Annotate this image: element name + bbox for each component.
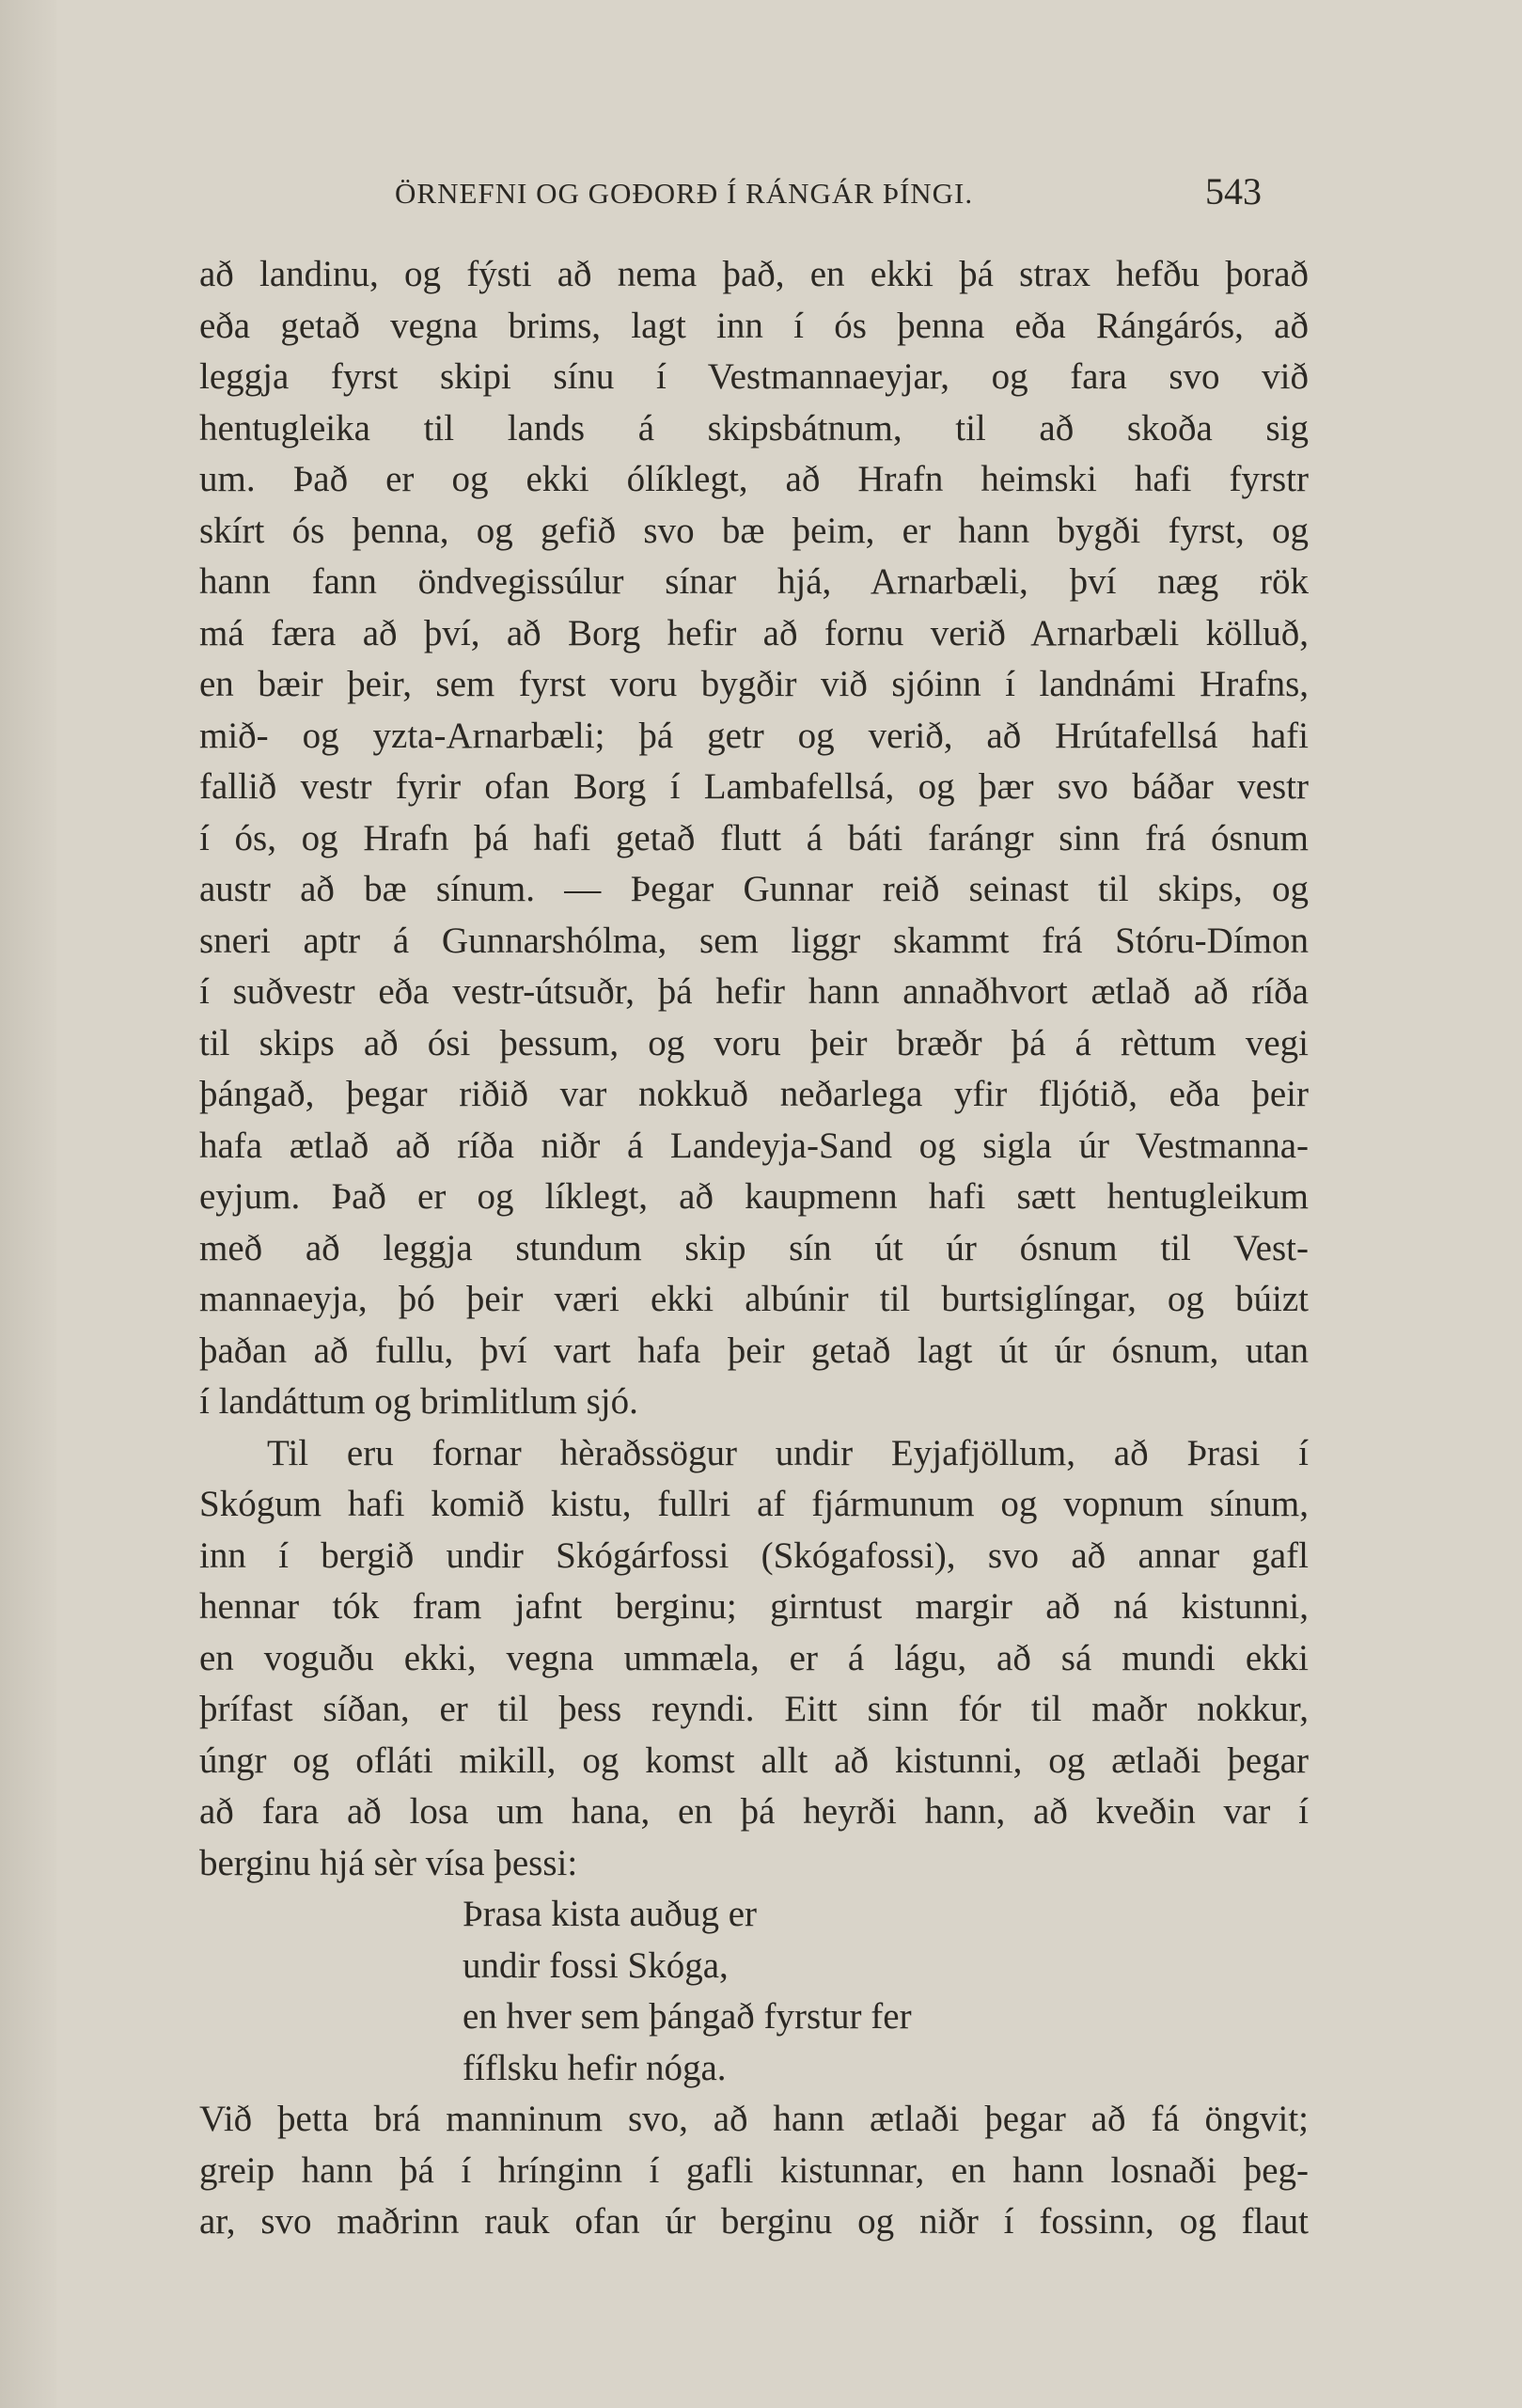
text-line: má færa að því, að Borg hefir að fornu verið Arnarbæli kölluð, [199,612,1309,653]
running-head-title: ÖRNEFNI OG GOÐORÐ Í RÁNGÁR ÞÍNGI. [395,177,974,210]
text-line: hennar tók fram jafnt berginu; girntust margir að ná kistunni, [199,1586,1309,1627]
text-line: til skips að ósi þessum, og voru þeir bræðr þá á rèttum vegi [199,1022,1309,1063]
text-line: hafa ætlað að ríða niðr á Landeyja-Sand og sigla úr Vestmanna- [199,1125,1309,1166]
text-line: ar, svo maðrinn rauk ofan úr berginu og niðr í fossinn, og flaut [199,2201,1309,2242]
text-line: sneri aptr á Gunnarshólma, sem liggr skammt frá Stóru-Dímon [199,920,1309,961]
paragraph-2 [199,1428,1309,1890]
text-line: en bæir þeir, sem fyrst voru bygðir við sjóinn í landnámi Hrafns, [199,664,1309,704]
page-edge-shadow [0,0,56,2408]
text-line: Við þetta brá manninum svo, að hann ætlaði þegar að fá öngvit; [199,2099,1309,2139]
body-text [199,249,1309,2248]
paragraph-3 [199,2094,1309,2248]
text-line: í suðvestr eða vestr-útsuðr, þá hefir hann annaðhvort ætlað að ríða [199,971,1309,1012]
text-line: þrífast síðan, er til þess reyndi. Eitt sinn fór til maðr nokkur, [199,1689,1309,1729]
text-line: greip hann þá í hrínginn í gafli kistunnar, en hann losnaði þeg- [199,2149,1309,2191]
text-line: í ós, og Hrafn þá hafi getað flutt á báti farángr sinn frá ósnum [199,817,1309,858]
text-line: hann fann öndvegissúlur sínar hjá, Arnarbæli, því næg rök [199,561,1309,602]
verse-line: undir fossi Skóga, [463,1944,729,1986]
text-line: mannaeyja, þó þeir væri ekki albúnir til burtsiglíngar, og búizt [199,1279,1309,1319]
text-line: um. Það er og ekki ólíklegt, að Hrafn heimski hafi fyrstr [199,459,1309,499]
verse-line: en hver sem þángað fyrstur fer [463,1996,912,2037]
page-number: 543 [1205,170,1262,212]
text-line: með að leggja stundum skip sín út úr ósnum til Vest- [199,1227,1309,1268]
text-line: mið- og yzta-Arnarbæli; þá getr og verið, að Hrútafellsá hafi [199,715,1309,756]
paragraph-1 [199,249,1309,1428]
text-line: Skógum hafi komið kistu, fullri af fjármunum og vopnum sínum, [199,1484,1309,1524]
text-line: en voguðu ekki, vegna ummæla, er á lágu, að sá mundi ekki [199,1637,1309,1678]
text-line: þaðan að fullu, því vart hafa þeir getað lagt út úr ósnum, utan [199,1330,1309,1371]
text-line: eða getað vegna brims, lagt inn í ós þenna eða Rángárós, að [199,305,1309,346]
text-line: að fara að losa um hana, en þá heyrði hann, að kveðin var í [199,1791,1309,1832]
text-line: leggja fyrst skipi sínu í Vestmannaeyjar, og fara svo við [199,356,1309,397]
verse-line: Þrasa kista auðug er [463,1894,757,1934]
running-head [0,169,1522,226]
text-line: eyjum. Það er og líklegt, að kaupmenn hafi sætt hentugleikum [199,1176,1309,1217]
text-line: þángað, þegar riðið var nokkuð neðarlega yfir fljótið, eða þeir [199,1074,1309,1114]
text-line: í landáttum og brimlitlum sjó. [199,1381,638,1422]
verse-line: fíflsku hefir nóga. [463,2047,727,2088]
text-line: Til eru fornar hèraðssögur undir Eyjafjöllum, að Þrasi í [267,1432,1309,1473]
text-line: inn í bergið undir Skógárfossi (Skógafossi), svo að annar gafl [199,1535,1309,1576]
text-line: að landinu, og fýsti að nema það, en ekki þá strax hefðu þorað [199,254,1309,294]
text-line: berginu hjá sèr vísa þessi: [199,1842,578,1883]
text-line: skírt ós þenna, og gefið svo bæ þeim, er hann bygði fyrst, og [199,510,1309,551]
text-line: úngr og ofláti mikill, og komst allt að kistunni, og ætlaði þegar [199,1739,1309,1781]
verse-block [199,1889,1309,2094]
text-line: austr að bæ sínum. — Þegar Gunnar reið seinast til skips, og [199,869,1309,909]
text-line: fallið vestr fyrir ofan Borg í Lambafellsá, og þær svo báðar vestr [199,766,1309,807]
text-line: hentugleika til lands á skipsbátnum, til að skoða sig [199,407,1309,449]
